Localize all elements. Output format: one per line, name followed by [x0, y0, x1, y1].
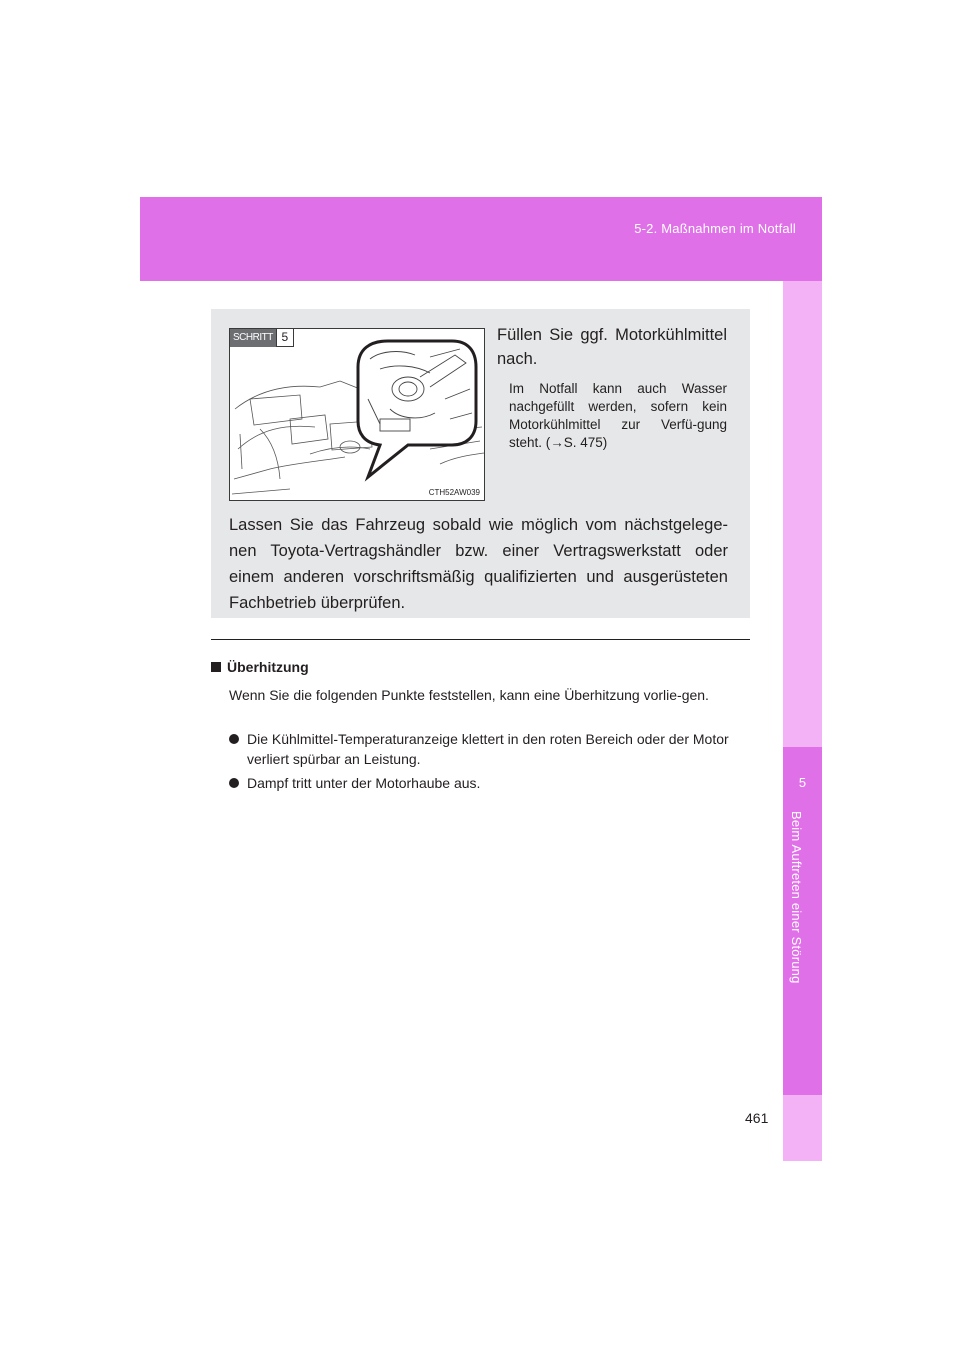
overheat-heading [211, 659, 309, 675]
engine-illustration [229, 328, 485, 501]
step-body: Lassen Sie das Fahrzeug sobald wie möglich vom nächstgelege-nen Toyota-Vertragshändler bzw. einer Vertragswerkstatt oder einem anderen vorschriftsmäßig qualifizierten und ausgerüsteten Fachbetrieb überprüfen. [229, 516, 728, 612]
list-item-text: Die Kühlmittel-Temperaturanzeige klettert in den roten Bereich oder der Motor verliert spürbar an Leistung. [247, 731, 729, 767]
step-box [211, 309, 750, 618]
header-band [140, 197, 822, 281]
step-note: Im Notfall kann auch Wasser nachgefüllt werden, sofern kein Motorkühlmittel zur Verfü-gung steht. (→S. 475) [509, 381, 727, 450]
step-badge-number: 5 [276, 329, 294, 347]
round-bullet-icon [229, 778, 243, 788]
chapter-number: 5 [798, 775, 807, 790]
section-divider [211, 639, 750, 640]
section-title: 5-2. Maßnahmen im Notfall [634, 221, 796, 236]
coolant-refill-illustration [230, 329, 485, 501]
chapter-side-strip [783, 281, 822, 1161]
square-bullet-icon [211, 662, 221, 672]
figure-code: CTH52AW039 [428, 488, 480, 497]
list-item-text: Dampf tritt unter der Motorhaube aus. [247, 775, 481, 791]
step-badge-label: SCHRITT [230, 329, 276, 347]
step-badge [230, 329, 294, 347]
step-heading: Füllen Sie ggf. Motorkühlmittel nach. [497, 326, 727, 368]
chapter-title: Beim Auftreten einer Störung [789, 811, 804, 984]
overheat-intro: Wenn Sie die folgenden Punkte feststellen, kann eine Überhitzung vorlie-gen. [229, 687, 709, 703]
list-item [229, 773, 750, 793]
overheat-title: Überhitzung [227, 659, 309, 675]
page-number: 461 [745, 1110, 769, 1126]
round-bullet-icon [229, 734, 243, 744]
list-item [229, 729, 750, 769]
chapter-tab[interactable] [783, 747, 822, 1095]
